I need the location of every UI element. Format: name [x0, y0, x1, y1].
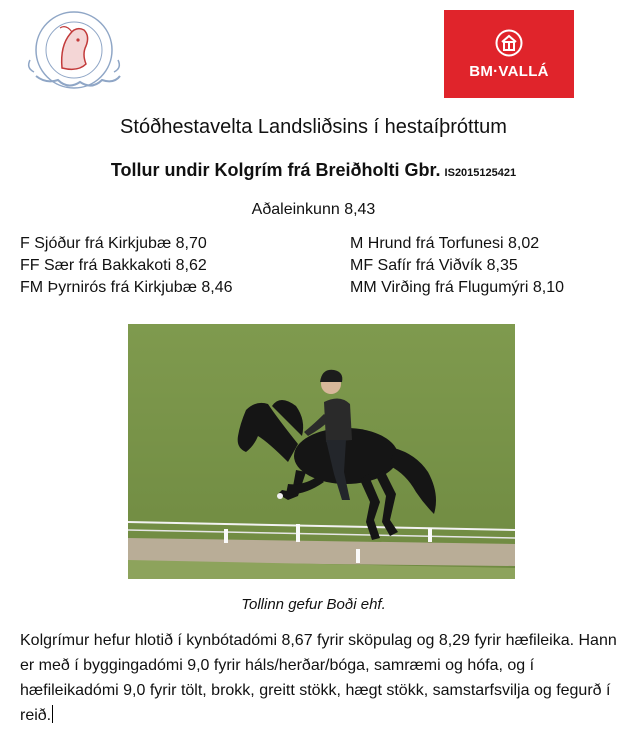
horse-heading — [0, 160, 627, 181]
text-cursor — [52, 705, 53, 723]
bm-valla-house-icon — [495, 29, 523, 57]
pedigree-line: FF Sær frá Bakkakoti 8,62 — [20, 257, 207, 274]
document-title: Stóðhestavelta Landsliðsins í hestaíþróttum — [120, 116, 507, 138]
registration-number: IS2015125421 — [444, 167, 517, 179]
pedigree-line: FM Þyrnirós frá Kirkjubæ 8,46 — [20, 279, 233, 296]
bm-valla-brand-text: BM·VALLÁ — [469, 62, 549, 80]
pedigree-line: MM Virðing frá Flugumýri 8,10 — [350, 279, 564, 296]
description-paragraph — [20, 628, 620, 728]
horse-name: Tollur undir Kolgrím frá Breiðholti Gbr. — [110, 160, 441, 180]
pedigree-sire-side — [20, 233, 233, 299]
horse-rider-photo — [128, 324, 515, 579]
bm-valla-logo — [444, 10, 574, 98]
pedigree-line: MF Safír frá Viðvík 8,35 — [350, 257, 518, 274]
pedigree-line: F Sjóður frá Kirkjubæ 8,70 — [20, 235, 207, 252]
association-logo-icon — [16, 6, 132, 100]
overall-score: Aðaleinkunn 8,43 — [251, 201, 376, 218]
pedigree-dam-side — [350, 233, 564, 299]
description-text: Kolgrímur hefur hlotið í kynbótadómi 8,67 fyrir sköpulag og 8,29 fyrir hæfileika. Hann er með í byggingadómi 9,0 fyrir háls/herðar/bóga, samræmi og hófa, og í hæfileikadómi 9,0 fyrir tölt, brokk, greitt stökk, hægt stökk, samstarfsvilja og fegurð í reið. — [20, 632, 617, 724]
photo-caption: Tollinn gefur Boði ehf. — [241, 596, 386, 613]
pedigree-line: M Hrund frá Torfunesi 8,02 — [350, 235, 540, 252]
